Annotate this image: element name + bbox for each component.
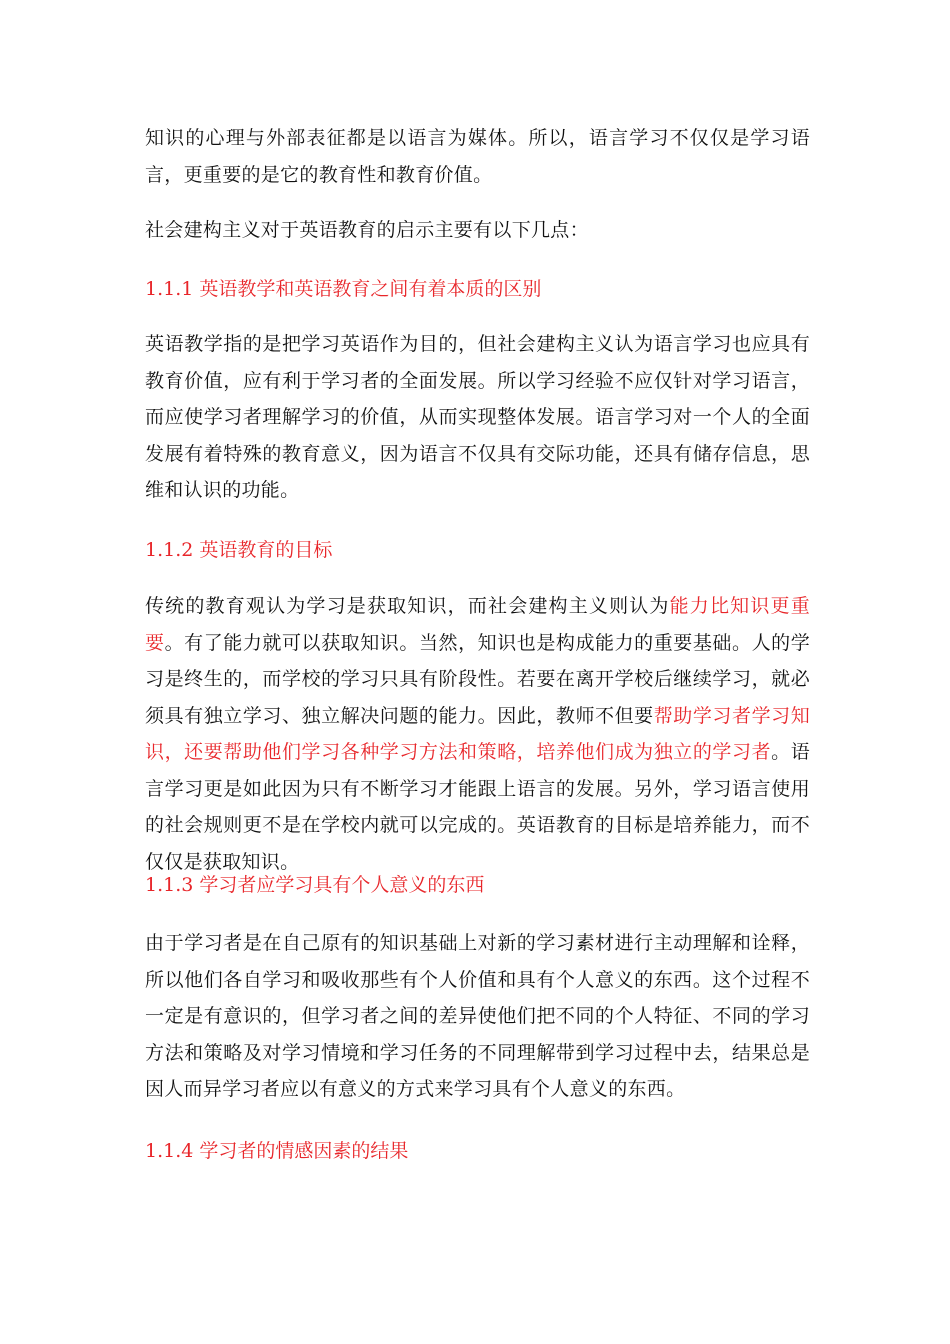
paragraph-text: 传统的教育观认为学习是获取知识，而社会建构主义则认为	[145, 595, 670, 617]
paragraph-education-goals	[145, 588, 810, 880]
section-heading-1-1-4: 1.1.4 学习者的情感因素的结果	[145, 1140, 409, 1162]
paragraph-intro: 知识的心理与外部表征都是以语言为媒体。所以，语言学习不仅仅是学习语言，更重要的是它的教育性和教育价值。	[145, 127, 810, 186]
highlight-text: 帮助学习者学习知识，还要帮助他们学习各种学习方法和策略，培养他们成为独立的学习者	[145, 704, 810, 763]
section-heading-1-1-1: 1.1.1 英语教学和英语教育之间有着本质的区别	[145, 278, 542, 300]
section-heading-1-1-2: 1.1.2 英语教育的目标	[145, 539, 333, 561]
paragraph-text: 。语言学习更是如此因为只有不断学习才能跟上语言的发展。另外，学习语言使用的社会规则更不是在学校内就可以完成的。英语教育的目标是培养能力，而不仅仅是获取知识。	[145, 741, 810, 873]
paragraph-lead-in: 社会建构主义对于英语教育的启示主要有以下几点：	[145, 219, 589, 241]
paragraph-teaching-vs-education: 英语教学指的是把学习英语作为目的，但社会建构主义认为语言学习也应具有教育价值，应有利于学习者的全面发展。所以学习经验不应仅针对学习语言，而应使学习者理解学习的价值，从而实现整体发展。语言学习对一个人的全面发展有着特殊的教育意义，因为语言不仅具有交际功能，还具有储存信息，思维和认识的功能。	[145, 333, 810, 501]
section-heading-1-1-3: 1.1.3 学习者应学习具有个人意义的东西	[145, 874, 485, 896]
paragraph-personal-meaning: 由于学习者是在自己原有的知识基础上对新的学习素材进行主动理解和诠释，所以他们各自学习和吸收那些有个人价值和具有个人意义的东西。这个过程不一定是有意识的，但学习者之间的差异使他们把不同的个人特征、不同的学习方法和策略及对学习情境和学习任务的不同理解带到学习过程中去，结果总是因人而异学习者应以有意义的方式来学习具有个人意义的东西。	[145, 932, 810, 1100]
paragraph-text: 。有了能力就可以获取知识。当然，知识也是构成能力的重要基础。人的学习是终生的，而学校的学习只具有阶段性。若要在离开学校后继续学习，就必须具有独立学习、独立解决问题的能力。因此，教师不但要	[145, 631, 810, 727]
highlight-text: 能力比知识更重要	[145, 595, 810, 654]
